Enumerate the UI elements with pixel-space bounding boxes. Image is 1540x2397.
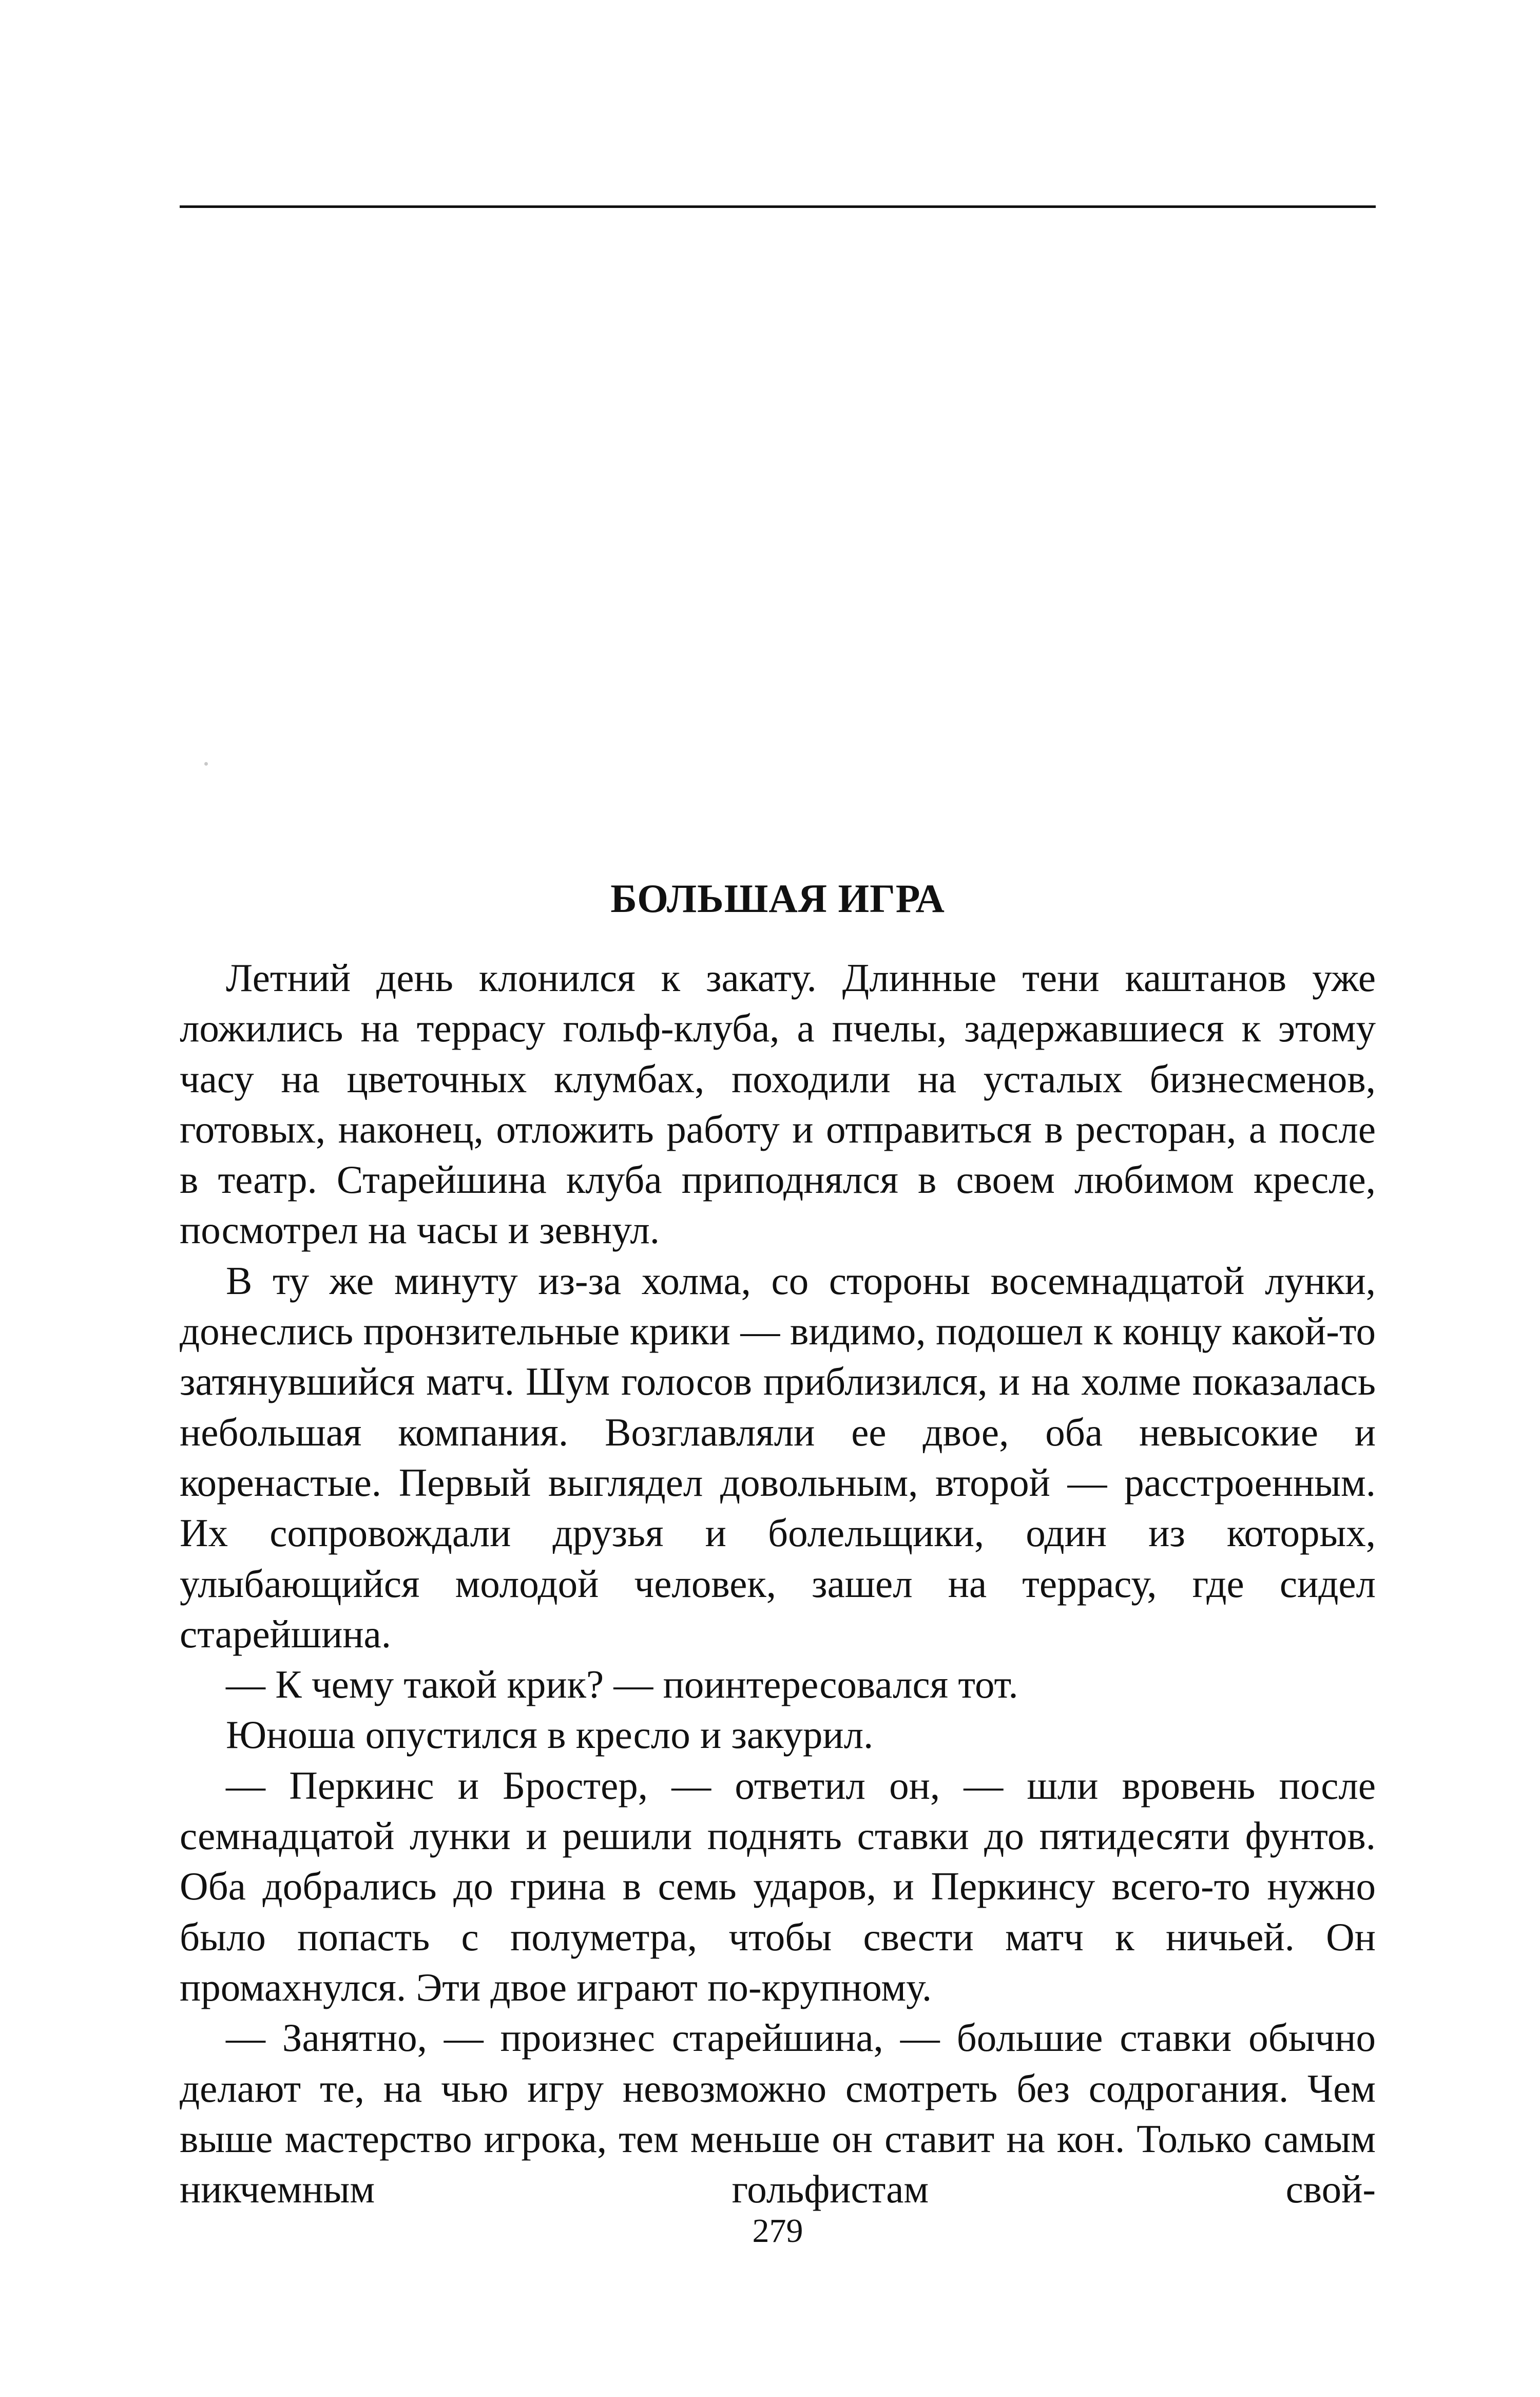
paragraph-3: — К чему такой крик? — поинтересовался тот.: [226, 1662, 1018, 1707]
chapter-title: БОЛЬШАЯ ИГРА: [610, 876, 945, 921]
header-rule: [180, 205, 1376, 208]
paragraph-1: Летний день клонился к закату. Длинные тени каштанов уже ложились на террасу гольф-клуба, а пчелы, задержавшиеся к этому часу на цветочных клумбах, походили на усталых бизнесменов, готовых, наконец, отложить работу и отправиться в ресторан, а после в театр. Старейшина клуба приподнялся в своем любимом кресле, посмотрел на часы и зевнул.: [180, 956, 1376, 1252]
page-number: 279: [752, 2212, 803, 2250]
paragraph-4: Юноша опустился в кресло и закурил.: [226, 1713, 874, 1757]
paragraph-5: — Перкинс и Бростер, — ответил он, — шли вровень после семнадцатой лунки и решили поднять ставки до пятидесяти фунтов. Оба добрались до грина в семь ударов, и Перкинсу всего-то нужно было попасть с полуметра, чтобы свести матч к ничьей. Он промахнулся. Эти двое играют по-крупному.: [180, 1763, 1376, 2009]
paper-speck: [204, 762, 208, 766]
paragraph-6: — Занятно, — произнес старейшина, — большие ставки обычно делают те, на чью игру невозможно смотреть без содрогания. Чем выше мастерство игрока, тем меньше он ставит на кон. Только самым никчемным гольфистам свой-: [180, 2015, 1376, 2212]
body-text: [180, 953, 1376, 2214]
paragraph-2: В ту же минуту из-за холма, со стороны восемнадцатой лунки, донеслись пронзительные крики — видимо, подошел к концу какой-то затянувшийся матч. Шум голосов приблизился, и на холме показалась небольшая компания. Возглавляли ее двое, оба невысокие и коренастые. Первый выглядел довольным, второй — расстроенным. Их сопровождали друзья и болельщики, один из которых, улыбающийся молодой человек, зашел на террасу, где сидел старейшина.: [180, 1258, 1376, 1656]
